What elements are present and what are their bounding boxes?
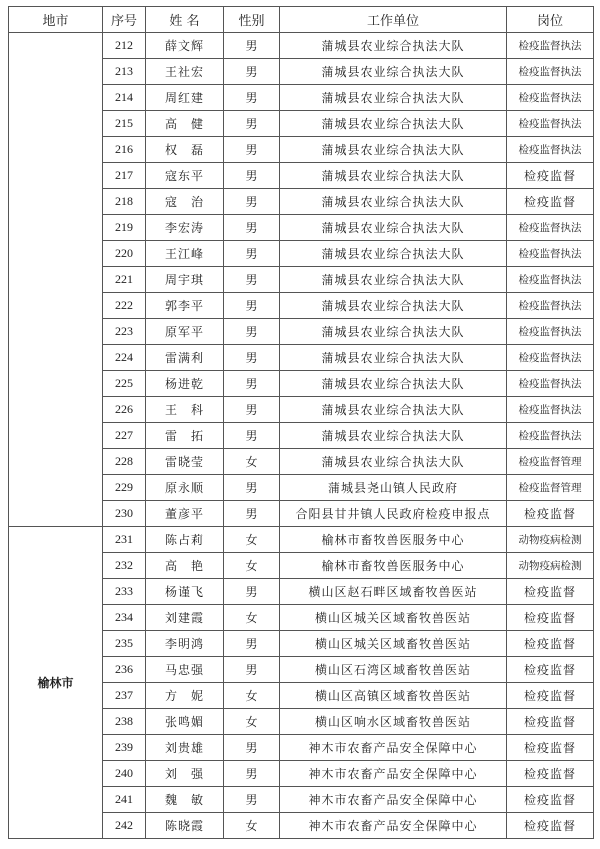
post-cell: 检疫监督执法 <box>507 137 594 163</box>
gender-cell: 女 <box>224 683 280 709</box>
unit-cell: 蒲城县农业综合执法大队 <box>280 163 507 189</box>
seq-cell: 215 <box>103 111 146 137</box>
post-cell: 检疫监督执法 <box>507 215 594 241</box>
gender-cell: 男 <box>224 163 280 189</box>
unit-cell: 蒲城县农业综合执法大队 <box>280 189 507 215</box>
name-cell: 李宏涛 <box>146 215 224 241</box>
post-cell: 检疫监督执法 <box>507 59 594 85</box>
gender-cell: 男 <box>224 631 280 657</box>
gender-cell: 男 <box>224 189 280 215</box>
unit-cell: 蒲城县农业综合执法大队 <box>280 85 507 111</box>
name-cell: 雷晓莹 <box>146 449 224 475</box>
seq-cell: 238 <box>103 709 146 735</box>
gender-cell: 男 <box>224 501 280 527</box>
post-cell: 检疫监督管理 <box>507 475 594 501</box>
unit-cell: 蒲城县尧山镇人民政府 <box>280 475 507 501</box>
unit-cell: 榆林市畜牧兽医服务中心 <box>280 527 507 553</box>
seq-cell: 232 <box>103 553 146 579</box>
region-cell <box>9 33 103 527</box>
table-header <box>9 7 594 33</box>
unit-cell: 合阳县甘井镇人民政府检疫申报点 <box>280 501 507 527</box>
name-cell: 寇 治 <box>146 189 224 215</box>
name-cell: 周宇琪 <box>146 267 224 293</box>
unit-cell: 蒲城县农业综合执法大队 <box>280 319 507 345</box>
name-cell: 薛文辉 <box>146 33 224 59</box>
gender-cell: 女 <box>224 709 280 735</box>
name-cell: 王江峰 <box>146 241 224 267</box>
unit-cell: 蒲城县农业综合执法大队 <box>280 59 507 85</box>
seq-cell: 224 <box>103 345 146 371</box>
unit-cell: 蒲城县农业综合执法大队 <box>280 111 507 137</box>
seq-cell: 221 <box>103 267 146 293</box>
seq-cell: 225 <box>103 371 146 397</box>
seq-cell: 240 <box>103 761 146 787</box>
unit-cell: 蒲城县农业综合执法大队 <box>280 397 507 423</box>
unit-cell: 榆林市畜牧兽医服务中心 <box>280 553 507 579</box>
name-cell: 刘贵雄 <box>146 735 224 761</box>
name-cell: 陈占莉 <box>146 527 224 553</box>
seq-cell: 223 <box>103 319 146 345</box>
seq-cell: 227 <box>103 423 146 449</box>
seq-cell: 241 <box>103 787 146 813</box>
name-cell: 王 科 <box>146 397 224 423</box>
name-cell: 郭李平 <box>146 293 224 319</box>
post-cell: 检疫监督执法 <box>507 423 594 449</box>
name-cell: 权 磊 <box>146 137 224 163</box>
seq-cell: 237 <box>103 683 146 709</box>
post-cell: 动物疫病检测 <box>507 553 594 579</box>
unit-cell: 蒲城县农业综合执法大队 <box>280 267 507 293</box>
name-cell: 陈晓霞 <box>146 813 224 839</box>
seq-cell: 228 <box>103 449 146 475</box>
seq-cell: 216 <box>103 137 146 163</box>
name-cell: 杨谨飞 <box>146 579 224 605</box>
unit-cell: 神木市农畜产品安全保障中心 <box>280 813 507 839</box>
gender-cell: 男 <box>224 319 280 345</box>
gender-cell: 男 <box>224 345 280 371</box>
header-unit: 工作单位 <box>280 7 507 33</box>
name-cell: 寇东平 <box>146 163 224 189</box>
post-cell: 检疫监督执法 <box>507 111 594 137</box>
gender-cell: 女 <box>224 813 280 839</box>
gender-cell: 男 <box>224 85 280 111</box>
name-cell: 周红建 <box>146 85 224 111</box>
gender-cell: 女 <box>224 527 280 553</box>
post-cell: 检疫监督 <box>507 163 594 189</box>
seq-cell: 226 <box>103 397 146 423</box>
seq-cell: 213 <box>103 59 146 85</box>
unit-cell: 蒲城县农业综合执法大队 <box>280 371 507 397</box>
name-cell: 雷满利 <box>146 345 224 371</box>
table-row <box>9 33 594 59</box>
name-cell: 张鸣媚 <box>146 709 224 735</box>
unit-cell: 横山区响水区域畜牧兽医站 <box>280 709 507 735</box>
region-cell: 榆林市 <box>9 527 103 839</box>
gender-cell: 男 <box>224 397 280 423</box>
unit-cell: 横山区城关区域畜牧兽医站 <box>280 605 507 631</box>
gender-cell: 女 <box>224 605 280 631</box>
post-cell: 检疫监督 <box>507 735 594 761</box>
post-cell: 检疫监督 <box>507 761 594 787</box>
name-cell: 方 妮 <box>146 683 224 709</box>
unit-cell: 横山区城关区域畜牧兽医站 <box>280 631 507 657</box>
post-cell: 检疫监督执法 <box>507 241 594 267</box>
post-cell: 检疫监督 <box>507 657 594 683</box>
seq-cell: 218 <box>103 189 146 215</box>
unit-cell: 神木市农畜产品安全保障中心 <box>280 735 507 761</box>
name-cell: 杨进乾 <box>146 371 224 397</box>
seq-cell: 230 <box>103 501 146 527</box>
personnel-table <box>8 6 594 839</box>
gender-cell: 男 <box>224 293 280 319</box>
header-region: 地市 <box>9 7 103 33</box>
gender-cell: 男 <box>224 579 280 605</box>
post-cell: 检疫监督 <box>507 501 594 527</box>
post-cell: 检疫监督执法 <box>507 267 594 293</box>
post-cell: 检疫监督执法 <box>507 345 594 371</box>
unit-cell: 蒲城县农业综合执法大队 <box>280 423 507 449</box>
unit-cell: 蒲城县农业综合执法大队 <box>280 293 507 319</box>
table-row <box>9 527 594 553</box>
unit-cell: 蒲城县农业综合执法大队 <box>280 215 507 241</box>
post-cell: 检疫监督执法 <box>507 397 594 423</box>
post-cell: 检疫监督 <box>507 579 594 605</box>
header-seq: 序号 <box>103 7 146 33</box>
gender-cell: 男 <box>224 787 280 813</box>
gender-cell: 男 <box>224 241 280 267</box>
post-cell: 检疫监督执法 <box>507 293 594 319</box>
post-cell: 检疫监督执法 <box>507 85 594 111</box>
seq-cell: 212 <box>103 33 146 59</box>
gender-cell: 男 <box>224 735 280 761</box>
name-cell: 董彦平 <box>146 501 224 527</box>
post-cell: 检疫监督 <box>507 605 594 631</box>
table-body <box>9 33 594 839</box>
seq-cell: 233 <box>103 579 146 605</box>
name-cell: 雷 拓 <box>146 423 224 449</box>
unit-cell: 神木市农畜产品安全保障中心 <box>280 787 507 813</box>
header-gender: 性别 <box>224 7 280 33</box>
unit-cell: 蒲城县农业综合执法大队 <box>280 345 507 371</box>
seq-cell: 220 <box>103 241 146 267</box>
name-cell: 刘 强 <box>146 761 224 787</box>
post-cell: 检疫监督 <box>507 683 594 709</box>
seq-cell: 231 <box>103 527 146 553</box>
post-cell: 检疫监督 <box>507 787 594 813</box>
name-cell: 马忠强 <box>146 657 224 683</box>
post-cell: 检疫监督 <box>507 189 594 215</box>
seq-cell: 234 <box>103 605 146 631</box>
seq-cell: 239 <box>103 735 146 761</box>
name-cell: 李明鸿 <box>146 631 224 657</box>
unit-cell: 神木市农畜产品安全保障中心 <box>280 761 507 787</box>
unit-cell: 蒲城县农业综合执法大队 <box>280 33 507 59</box>
post-cell: 检疫监督 <box>507 709 594 735</box>
post-cell: 检疫监督管理 <box>507 449 594 475</box>
post-cell: 动物疫病检测 <box>507 527 594 553</box>
name-cell: 高 艳 <box>146 553 224 579</box>
gender-cell: 男 <box>224 761 280 787</box>
post-cell: 检疫监督执法 <box>507 33 594 59</box>
name-cell: 王社宏 <box>146 59 224 85</box>
gender-cell: 男 <box>224 371 280 397</box>
seq-cell: 235 <box>103 631 146 657</box>
gender-cell: 男 <box>224 137 280 163</box>
gender-cell: 男 <box>224 111 280 137</box>
unit-cell: 横山区赵石畔区域畜牧兽医站 <box>280 579 507 605</box>
gender-cell: 男 <box>224 59 280 85</box>
gender-cell: 男 <box>224 267 280 293</box>
name-cell: 高 健 <box>146 111 224 137</box>
seq-cell: 214 <box>103 85 146 111</box>
name-cell: 原永顺 <box>146 475 224 501</box>
gender-cell: 男 <box>224 33 280 59</box>
seq-cell: 217 <box>103 163 146 189</box>
unit-cell: 蒲城县农业综合执法大队 <box>280 137 507 163</box>
gender-cell: 男 <box>224 423 280 449</box>
name-cell: 原军平 <box>146 319 224 345</box>
seq-cell: 229 <box>103 475 146 501</box>
gender-cell: 女 <box>224 449 280 475</box>
gender-cell: 男 <box>224 657 280 683</box>
gender-cell: 女 <box>224 553 280 579</box>
unit-cell: 蒲城县农业综合执法大队 <box>280 449 507 475</box>
header-post: 岗位 <box>507 7 594 33</box>
gender-cell: 男 <box>224 475 280 501</box>
seq-cell: 236 <box>103 657 146 683</box>
header-name: 姓 名 <box>146 7 224 33</box>
name-cell: 刘建霞 <box>146 605 224 631</box>
header-row <box>9 7 594 33</box>
post-cell: 检疫监督执法 <box>507 319 594 345</box>
seq-cell: 222 <box>103 293 146 319</box>
unit-cell: 蒲城县农业综合执法大队 <box>280 241 507 267</box>
unit-cell: 横山区高镇区域畜牧兽医站 <box>280 683 507 709</box>
post-cell: 检疫监督 <box>507 631 594 657</box>
name-cell: 魏 敏 <box>146 787 224 813</box>
gender-cell: 男 <box>224 215 280 241</box>
seq-cell: 242 <box>103 813 146 839</box>
post-cell: 检疫监督 <box>507 813 594 839</box>
post-cell: 检疫监督执法 <box>507 371 594 397</box>
seq-cell: 219 <box>103 215 146 241</box>
unit-cell: 横山区石湾区域畜牧兽医站 <box>280 657 507 683</box>
